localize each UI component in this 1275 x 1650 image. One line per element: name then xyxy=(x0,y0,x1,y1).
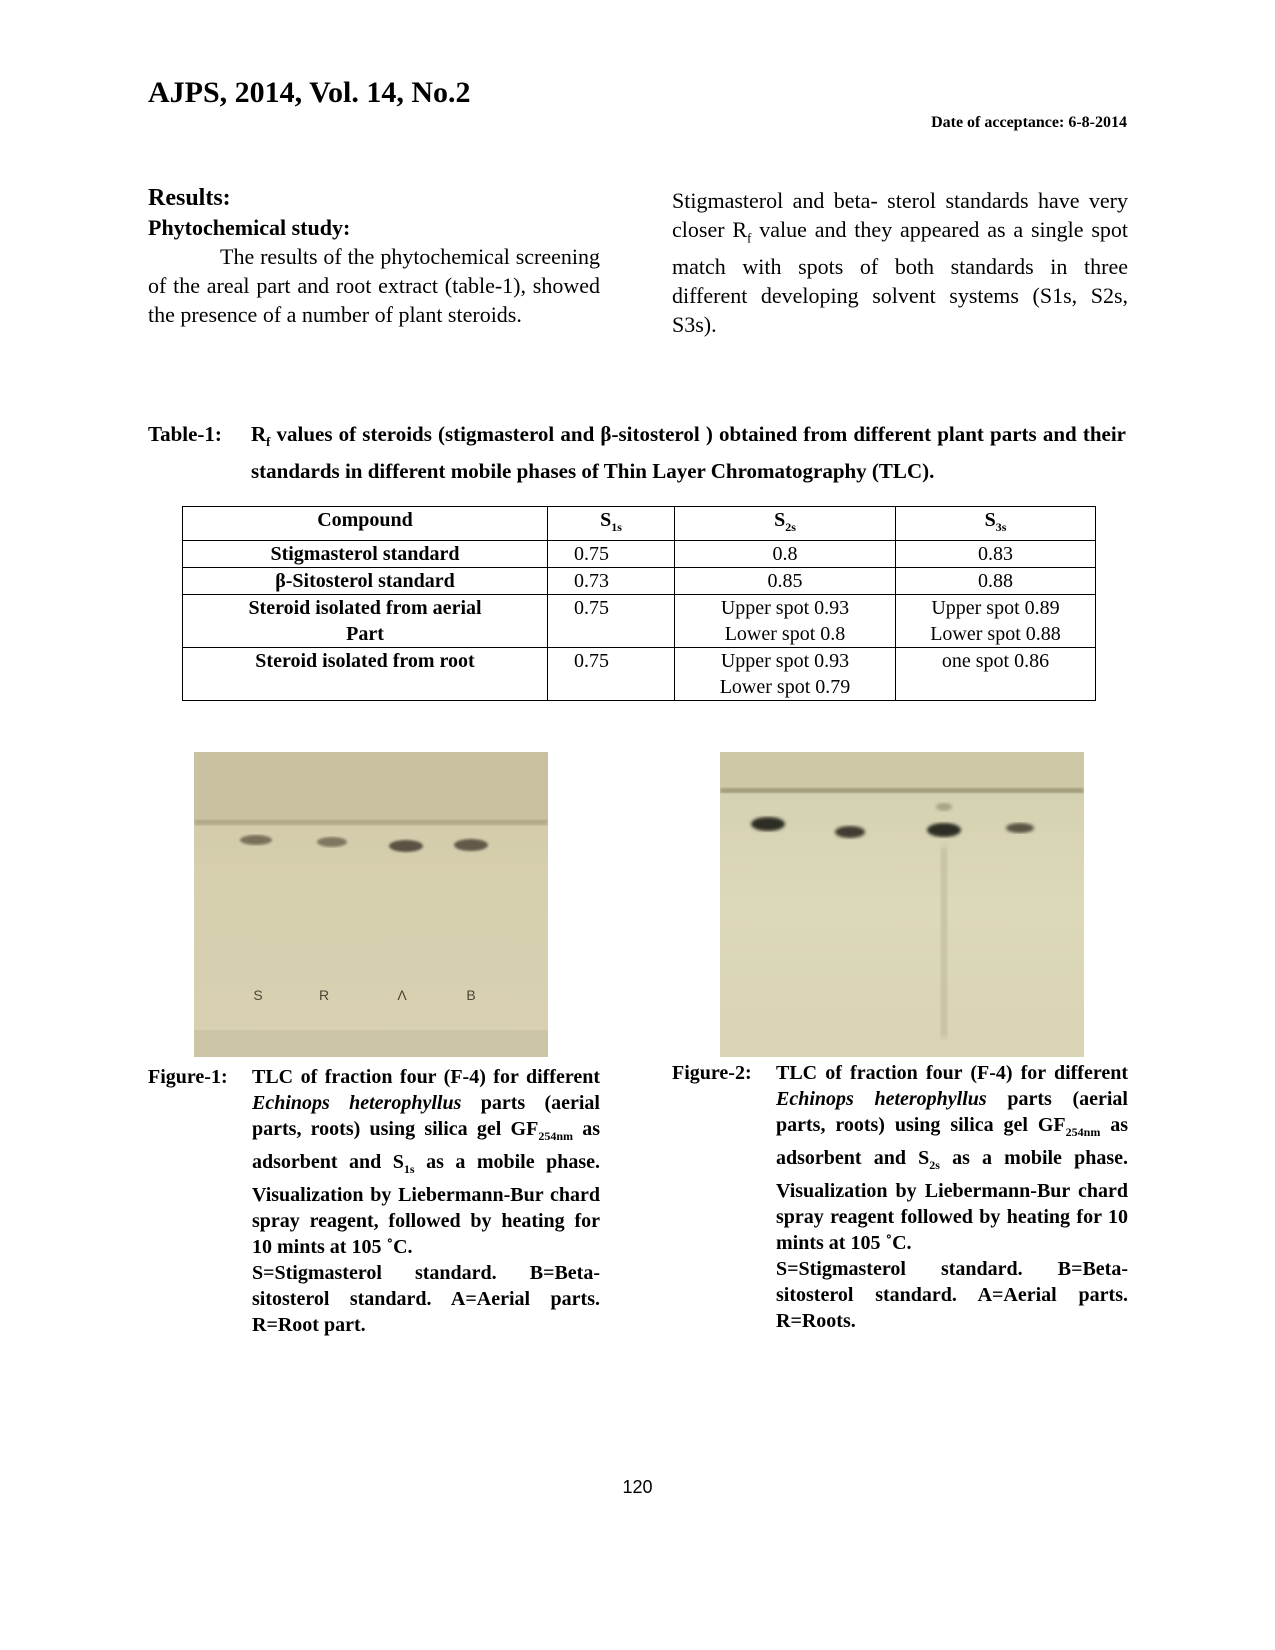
s2-cell: 0.85 xyxy=(675,568,896,595)
tlc-spot xyxy=(927,823,961,837)
header-s1: $S_{1s}$ xyxy=(548,507,675,541)
rf-subscript: f xyxy=(747,230,752,246)
compound-cell: Steroid isolated from root xyxy=(183,648,548,701)
species-name: Echinops heterophyllus xyxy=(776,1088,987,1110)
tlc-spot xyxy=(240,835,272,845)
figure-2-caption: Figure-2: TLC of fraction four (F-4) for different Echinops heterophyllus parts (aerial parts, roots) using silica gel $GF_{254nm}$ as adsorbent and $S_{2s}$ as a mobile phase. Visualization by Liebermann-Bur chard spray reagent followed by heating for 10 mints at 105 ˚C. S=Stigmasterol standard. B=Beta-sitosterol standard. A=Aerial parts. R=Roots. xyxy=(672,1062,1128,1332)
header-s2: $S_{2s}$ xyxy=(675,507,896,541)
figure-label: Figure-1: xyxy=(148,1066,228,1088)
section-title: Results: xyxy=(148,185,231,211)
s1-cell: 0.73 xyxy=(548,568,675,595)
rf-paragraph-part-b: value and they appeared as a single spot match with spots of both standards in three different developing solvent systems (S1s, S2s, S3s). xyxy=(672,217,1129,338)
compound-cell: Steroid isolated from aerial Part xyxy=(183,595,548,648)
s3-cell: one spot 0.86 xyxy=(896,648,1096,701)
tlc-spot xyxy=(454,839,488,851)
lane-label: R xyxy=(318,987,330,1003)
tlc-spot xyxy=(317,837,347,847)
tlc-plate-photo-1 xyxy=(194,752,548,1057)
rf-values-table xyxy=(182,506,1096,701)
table-header-row xyxy=(183,507,1096,541)
s2-cell: Upper spot 0.93 Lower spot 0.79 xyxy=(675,648,896,701)
figure-legend: S=Stigmasterol standard. B=Beta-sitosterol standard. A=Aerial parts. R=Roots. xyxy=(776,1258,1128,1332)
rf-paragraph-part-a: Stigmasterol and beta- sterol standards have very closer R xyxy=(672,188,1128,242)
lane-label: B xyxy=(466,987,476,1003)
table-caption xyxy=(148,420,1126,486)
lane-label: S xyxy=(253,987,263,1003)
compound-cell: Stigmasterol standard xyxy=(183,541,548,568)
lane-label: Λ xyxy=(397,987,407,1003)
s1-cell: 0.75 xyxy=(548,541,675,568)
figure-1-caption: Figure-1: TLC of fraction four (F-4) for different Echinops heterophyllus parts (aerial parts, roots) using silica gel $GF_{254nm}$ as adsorbent and $S_{1s}$ as a mobile phase. Visualization by Liebermann-Bur chard spray reagent, followed by heating for 10 mints at 105 ˚C. S=Stigmasterol standard. B=Beta-sitosterol standard. A=Aerial parts. R=Root part. xyxy=(148,1066,601,1336)
table-row xyxy=(183,568,1096,595)
tlc-spot xyxy=(1006,823,1034,833)
s2-cell: 0.8 xyxy=(675,541,896,568)
left-column xyxy=(148,184,600,329)
s3-cell: Upper spot 0.89 Lower spot 0.88 xyxy=(896,595,1096,648)
tlc-spot xyxy=(835,826,865,838)
table-caption-part-a: R xyxy=(251,422,267,446)
figure-legend: S=Stigmasterol standard. B=Beta-sitosterol standard. A=Aerial parts. R=Root part. xyxy=(252,1262,600,1336)
tlc-plate-photo-2 xyxy=(720,752,1084,1057)
acceptance-date: Date of acceptance: 6-8-2014 xyxy=(931,114,1127,131)
table-caption-part-b: values of steroids (stigmasterol and β-sitosterol ) obtained from different plant parts and their standards in different mobile phases of Thin Layer Chromatography (TLC). xyxy=(251,422,1126,484)
table-caption-subscript: f xyxy=(266,435,271,450)
table-row xyxy=(183,541,1096,568)
table-row xyxy=(183,648,1096,701)
figure-label: Figure-2: xyxy=(672,1062,752,1084)
results-paragraph: The results of the phytochemical screening of the areal part and root extract (table-1), showed the presence of a number of plant steroids. xyxy=(148,244,600,327)
species-name: Echinops heterophyllus xyxy=(252,1092,462,1114)
tlc-spot xyxy=(751,817,785,831)
table-row xyxy=(183,595,1096,648)
s3-cell: 0.83 xyxy=(896,541,1096,568)
table-label: Table-1: xyxy=(148,422,222,446)
header-s3: $S_{3s}$ xyxy=(896,507,1096,541)
right-column xyxy=(672,186,1128,339)
header-compound: Compound xyxy=(183,507,548,541)
subsection-title: Phytochemical study: xyxy=(148,215,351,240)
s2-cell: Upper spot 0.93 Lower spot 0.8 xyxy=(675,595,896,648)
compound-cell: β-Sitosterol standard xyxy=(183,568,548,595)
tlc-spot xyxy=(389,840,423,852)
s1-cell: 0.75 xyxy=(548,595,675,648)
page-number: 120 xyxy=(622,1477,653,1497)
s1-cell: 0.75 xyxy=(548,648,675,701)
journal-header: AJPS, 2014, Vol. 14, No.2 xyxy=(148,76,471,109)
s3-cell: 0.88 xyxy=(896,568,1096,595)
